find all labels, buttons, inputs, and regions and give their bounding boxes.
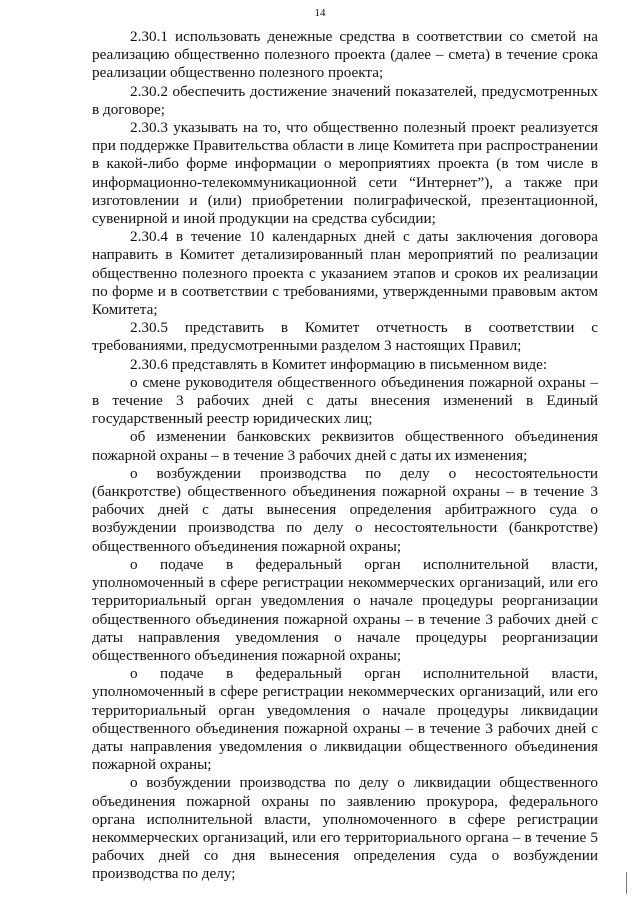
- paragraph-2-30-3: 2.30.3 указывать на то, что общественно полезный проект реализуется при поддержке Правительства области в лице Комитета при распространении в какой-либо форме информации о мероприятиях проекта (в том числе в информационно-телекоммуникационной сети “Интернет”), а также при изготовлении и (или) приобретении полиграфической, презентационной, сувенирной и иной продукции на средства субсидии;: [92, 119, 598, 228]
- paragraph-2-30-6: 2.30.6 представлять в Комитет информацию в письменном виде:: [130, 355, 548, 373]
- list-item-liquidation-notice: о подаче в федеральный орган исполнительной власти, уполномоченный в сфере регистрации некоммерческих организаций, или его территориальный орган уведомления о начале процедуры ликвидации общественного объединения пожарной охраны – в течение 3 рабочих дней с даты направления уведомления о ликвидации общественного объединения пожарной охраны;: [92, 665, 598, 774]
- document-body: [92, 28, 598, 884]
- page-number: 14: [314, 7, 326, 19]
- paragraph-2-30-4: 2.30.4 в течение 10 календарных дней с даты заключения договора направить в Комитет детализированный план мероприятий по реализации общественно полезного проекта с указанием этапов и сроков их реализации по форме и в соответствии с требованиями, утвержденными правовым актом Комитета;: [92, 228, 598, 319]
- list-item-bankruptcy: о возбуждении производства по делу о несостоятельности (банкротстве) общественного объединения пожарной охраны – в течение 3 рабочих дней с даты вынесения определения арбитражного суда о возбуждении производства по делу о несостоятельности (банкротстве) общественного объединения пожарной охраны;: [92, 464, 598, 555]
- paragraph-2-30-1: 2.30.1 использовать денежные средства в соответствии со сметой на реализацию общественно полезного проекта (далее – смета) в течение срока реализации общественно полезного проекта;: [92, 28, 598, 82]
- paragraph-2-30-5: 2.30.5 представить в Комитет отчетность в соответствии с требованиями, предусмотренными разделом 3 настоящих Правил;: [92, 319, 598, 355]
- list-item-reorganization: о подаче в федеральный орган исполнительной власти, уполномоченный в сфере регистрации некоммерческих организаций, или его территориальный орган уведомления о начале процедуры реорганизации общественного объединения пожарной охраны – в течение 3 рабочих дней с даты направления уведомления о начале процедуры реорганизации общественного объединения пожарной охраны;: [92, 555, 598, 664]
- list-item-leader-change: о смене руководителя общественного объединения пожарной охраны – в течение 3 рабочих дней с даты внесения изменений в Единый государственный реестр юридических лиц;: [92, 373, 598, 428]
- list-item-bank-details: об изменении банковских реквизитов общественного объединения пожарной охраны – в течение 3 рабочих дней с даты их изменения;: [92, 428, 598, 464]
- paragraph-2-30-2: 2.30.2 обеспечить достижение значений показателей, предусмотренных в договоре;: [92, 82, 598, 118]
- scan-edge-mark: [626, 872, 627, 894]
- list-item-liquidation-case: о возбуждении производства по делу о ликвидации общественного объединения пожарной охраны по заявлению прокурора, федерального органа исполнительной власти, уполномоченного в сфере регистрации некоммерческих организаций, или его территориального органа – в течение 5 рабочих дней со дня вынесения определения суда о возбуждении производства по делу;: [92, 774, 598, 883]
